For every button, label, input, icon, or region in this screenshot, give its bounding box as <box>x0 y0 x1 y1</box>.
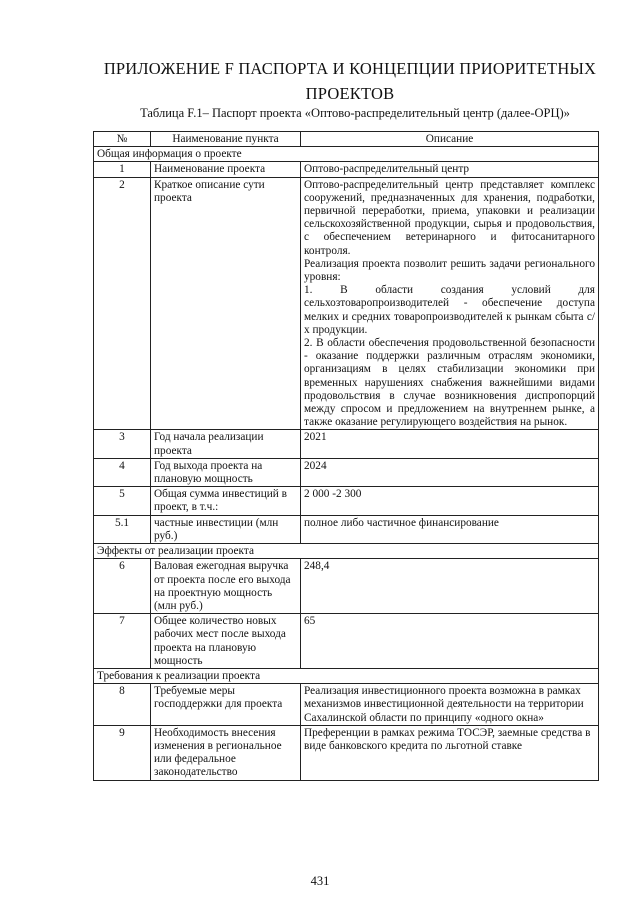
table-caption: Таблица F.1– Паспорт проекта «Оптово-распределительный центр (далее-ОРЦ)» <box>140 106 570 120</box>
description-paragraph: 2. В области обеспечения продовольственной безопасности - оказание поддержки различным отраслям экономики, организациям в целях стабилизации экономики при временных нарушениях снабжения важнейшими видами продовольствия в случае возникновения диспропорций между спросом и предложением на внутреннем рынке, а также оказание регулирующего воздействия на рынок. <box>304 337 595 429</box>
row-description: Реализация инвестиционного проекта возможна в рамках механизмов инвестиционной деятельности на территории Сахалинской области по принципу «одного окна» <box>301 684 599 726</box>
table-row <box>94 430 599 458</box>
table-row <box>94 614 599 669</box>
row-item-name: Требуемые меры господдержки для проекта <box>151 684 301 726</box>
row-description: Преференции в рамках режима ТОСЭР, заемные средства в виде банковского кредита по льготной ставке <box>301 725 599 780</box>
row-number: 5 <box>94 487 151 515</box>
header-description: Описание <box>301 132 599 147</box>
table-row <box>94 458 599 486</box>
section-effects: Эффекты от реализации проекта <box>94 544 599 559</box>
row-description: 2 000 -2 300 <box>301 487 599 515</box>
table-row <box>94 177 599 430</box>
row-item-name: Валовая ежегодная выручка от проекта после его выхода на проектную мощность (млн руб.) <box>151 559 301 614</box>
row-item-name: частные инвестиции (млн руб.) <box>151 515 301 543</box>
row-number: 4 <box>94 458 151 486</box>
row-description: 2021 <box>301 430 599 458</box>
header-item-name: Наименование пункта <box>151 132 301 147</box>
row-item-name: Год выхода проекта на плановую мощность <box>151 458 301 486</box>
section-general-info: Общая информация о проекте <box>94 147 599 162</box>
description-paragraph: Оптово-распределительный центр представляет комплекс сооружений, предназначенных для хранения, подработки, первичной переработки, приема, упаковки и реализации сельскохозяйственной продукции, сырья и продовольствия, с обеспечением ветеринарного и фитосанитарного контроля. <box>304 178 595 257</box>
table-row <box>94 684 599 726</box>
row-description: Оптово-распределительный центр <box>301 162 599 177</box>
row-number: 1 <box>94 162 151 177</box>
row-description <box>301 177 599 430</box>
row-description: полное либо частичное финансирование <box>301 515 599 543</box>
row-number: 5.1 <box>94 515 151 543</box>
description-paragraph: 1. В области создания условий для сельхозтоваропроизводителей - обеспечение доступа мелких и средних товаропроизводителей к рынкам сбыта с/х продукции. <box>304 284 595 336</box>
row-number: 7 <box>94 614 151 669</box>
section-row-effects <box>94 544 599 559</box>
table-row <box>94 725 599 780</box>
description-paragraph: Реализация проекта позволит решить задачи регионального уровня: <box>304 257 595 284</box>
row-item-name: Краткое описание сути проекта <box>151 177 301 430</box>
table-row <box>94 559 599 614</box>
header-number: № <box>94 132 151 147</box>
row-item-name: Общая сумма инвестиций в проект, в т.ч.: <box>151 487 301 515</box>
row-item-name: Год начала реализации проекта <box>151 430 301 458</box>
row-item-name: Общее количество новых рабочих мест после выхода проекта на плановую мощность <box>151 614 301 669</box>
page-number: 431 <box>310 874 330 888</box>
project-passport-table <box>93 131 599 781</box>
row-description: 248,4 <box>301 559 599 614</box>
row-number: 2 <box>94 177 151 430</box>
table-row <box>94 515 599 543</box>
row-description: 2024 <box>301 458 599 486</box>
section-row-general <box>94 147 599 162</box>
row-number: 6 <box>94 559 151 614</box>
row-item-name: Необходимость внесения изменения в региональное или федеральное законодательство <box>151 725 301 780</box>
section-row-requirements <box>94 668 599 683</box>
row-description: 65 <box>301 614 599 669</box>
row-item-name: Наименование проекта <box>151 162 301 177</box>
table-row <box>94 162 599 177</box>
row-number: 9 <box>94 725 151 780</box>
table-header-row <box>94 132 599 147</box>
table-row <box>94 487 599 515</box>
section-requirements: Требования к реализации проекта <box>94 668 599 683</box>
page-title: ПРИЛОЖЕНИЕ F ПАСПОРТА И КОНЦЕПЦИИ ПРИОРИТЕТНЫХ ПРОЕКТОВ <box>103 59 597 103</box>
row-number: 8 <box>94 684 151 726</box>
row-number: 3 <box>94 430 151 458</box>
